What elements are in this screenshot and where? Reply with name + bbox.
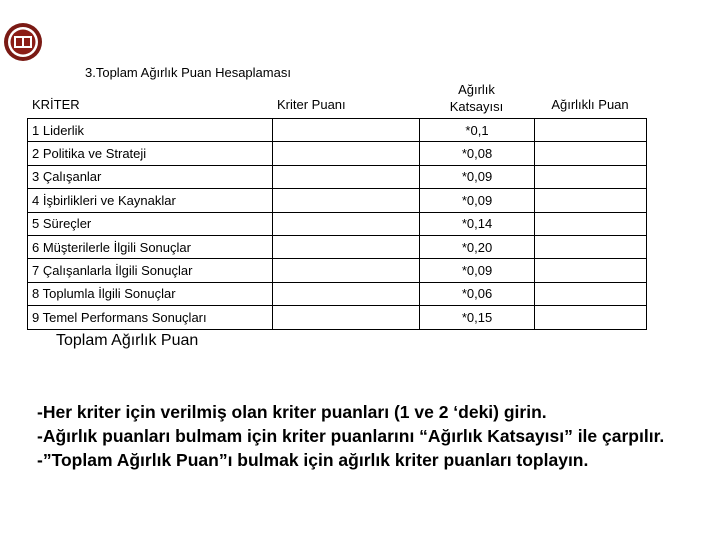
weight-coefficient-cell: *0,09 — [420, 189, 535, 212]
university-seal-logo — [3, 22, 43, 62]
weight-coefficient-cell: *0,20 — [420, 235, 535, 258]
column-header-kriter: KRİTER — [32, 97, 80, 112]
weight-coefficient-cell: *0,09 — [420, 259, 535, 282]
weighted-score-cell[interactable] — [535, 212, 647, 235]
weight-coefficient-cell: *0,1 — [420, 119, 535, 142]
criterion-name-cell: 9 Temel Performans Sonuçları — [28, 306, 273, 329]
weight-coefficient-cell: *0,08 — [420, 142, 535, 165]
table-row — [28, 165, 647, 188]
weighted-score-cell[interactable] — [535, 306, 647, 329]
criterion-score-cell[interactable] — [273, 235, 420, 258]
column-header-kriter-puani: Kriter Puanı — [277, 97, 346, 112]
weight-coefficient-cell: *0,14 — [420, 212, 535, 235]
criterion-name-cell: 4 İşbirlikleri ve Kaynaklar — [28, 189, 273, 212]
criterion-name-cell: 3 Çalışanlar — [28, 165, 273, 188]
table-row — [28, 212, 647, 235]
column-header-katsayi-line2: Katsayısı — [449, 99, 504, 114]
weighted-score-cell[interactable] — [535, 119, 647, 142]
criterion-score-cell[interactable] — [273, 165, 420, 188]
weight-coefficient-cell: *0,09 — [420, 165, 535, 188]
criterion-name-cell: 8 Toplumla İlgili Sonuçlar — [28, 282, 273, 305]
page-subtitle: 3.Toplam Ağırlık Puan Hesaplaması — [85, 65, 291, 80]
weighted-score-cell[interactable] — [535, 165, 647, 188]
note-line: -Ağırlık puanları bulmam için kriter puanlarını “Ağırlık Katsayısı” ile çarpılır. — [37, 426, 665, 446]
score-table — [27, 118, 647, 330]
weighted-score-cell[interactable] — [535, 235, 647, 258]
weight-coefficient-cell: *0,06 — [420, 282, 535, 305]
criterion-name-cell: 1 Liderlik — [28, 119, 273, 142]
note-line: -Her kriter için verilmiş olan kriter puanları (1 ve 2 ‘deki) girin. — [37, 402, 547, 422]
weighted-score-cell[interactable] — [535, 282, 647, 305]
criterion-score-cell[interactable] — [273, 119, 420, 142]
note-line: -”Toplam Ağırlık Puan”ı bulmak için ağırlık kriter puanları toplayın. — [37, 450, 589, 470]
criterion-score-cell[interactable] — [273, 259, 420, 282]
criterion-score-cell[interactable] — [273, 142, 420, 165]
criterion-score-cell[interactable] — [273, 212, 420, 235]
column-header-agirlik-katsayisi — [420, 81, 533, 115]
total-weighted-score-label: Toplam Ağırlık Puan — [56, 332, 199, 349]
instruction-notes — [37, 400, 707, 472]
criterion-score-cell[interactable] — [273, 282, 420, 305]
criterion-name-cell: 6 Müşterilerle İlgili Sonuçlar — [28, 235, 273, 258]
table-row — [28, 306, 647, 329]
weighted-score-cell[interactable] — [535, 142, 647, 165]
table-row — [28, 259, 647, 282]
criterion-name-cell: 7 Çalışanlarla İlgili Sonuçlar — [28, 259, 273, 282]
weighted-score-cell[interactable] — [535, 189, 647, 212]
weight-coefficient-cell: *0,15 — [420, 306, 535, 329]
criterion-score-cell[interactable] — [273, 306, 420, 329]
table-row — [28, 119, 647, 142]
criterion-name-cell: 2 Politika ve Strateji — [28, 142, 273, 165]
column-header-katsayi-line1: Ağırlık — [458, 82, 495, 97]
weighted-score-cell[interactable] — [535, 259, 647, 282]
criterion-score-cell[interactable] — [273, 189, 420, 212]
table-row — [28, 142, 647, 165]
table-row — [28, 282, 647, 305]
criterion-name-cell: 5 Süreçler — [28, 212, 273, 235]
column-header-agirlikli-puan: Ağırlıklı Puan — [551, 97, 629, 112]
table-row — [28, 189, 647, 212]
table-row — [28, 235, 647, 258]
